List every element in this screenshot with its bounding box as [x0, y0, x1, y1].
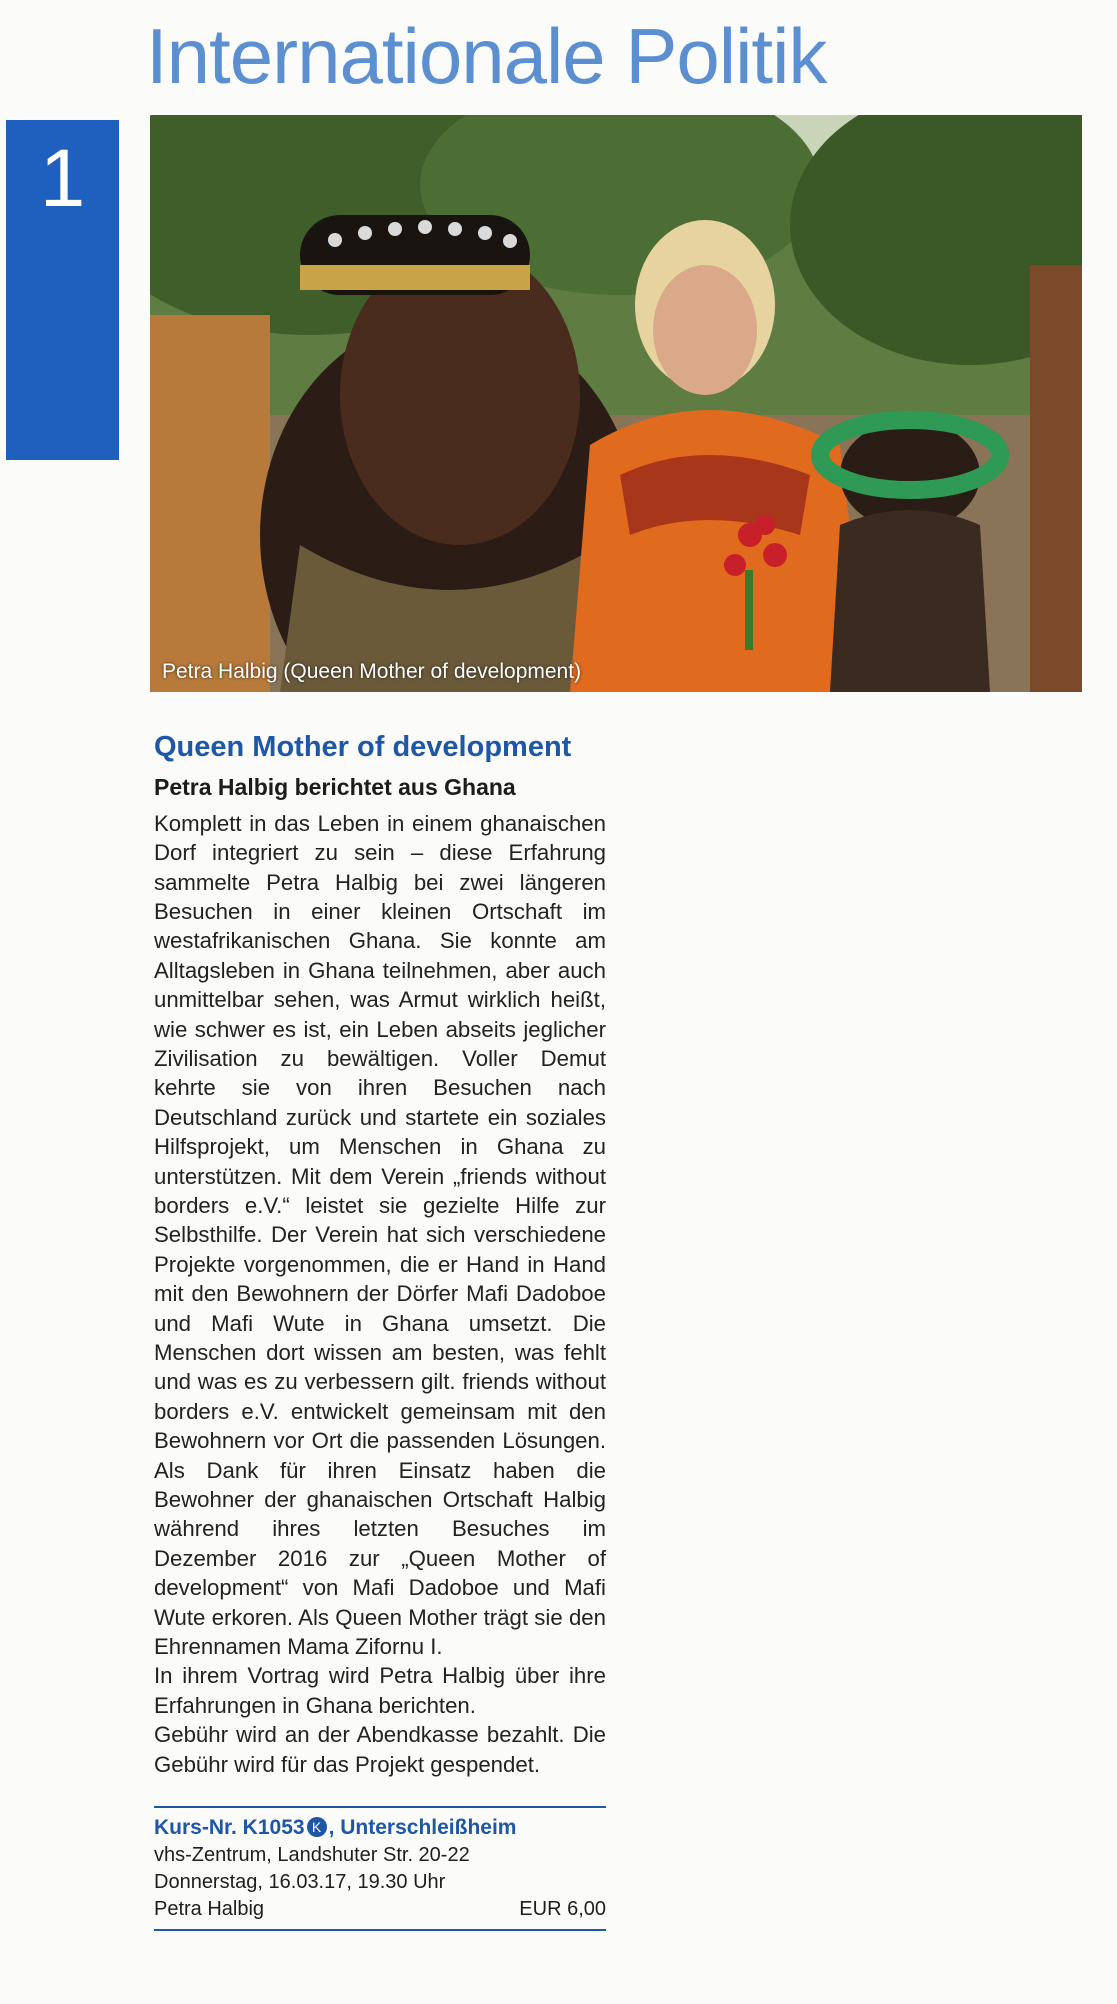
course-fee: EUR 6,00 — [519, 1898, 606, 1920]
photo-illustration — [150, 115, 1082, 692]
article-photo — [150, 115, 1082, 692]
photo-caption: Petra Halbig (Queen Mother of development) — [162, 660, 582, 683]
section-title: Internationale Politik — [146, 12, 827, 100]
chapter-number: 1 — [39, 133, 86, 224]
article-paragraph: Gebühr wird an der Abendkasse bezahlt. Die Gebühr wird für das Projekt gespendet. — [154, 1722, 606, 1777]
article-paragraph: Komplett in das Leben in einem ghanaischen Dorf integriert zu sein – diese Erfahrung sammelte Petra Halbig bei zwei längeren Besuchen in einer kleinen Ortschaft im westafrikanischen Ghana. Sie konnte am Alltagsleben in Ghana teilnehmen, aber auch unmittelbar sehen, was Armut wirklich heißt, wie schwer es ist, ein Leben abseits jeglicher Zivilisation zu bewältigen. Voller Demut kehrte sie von ihren Besuchen nach Deutschland zurück und startete ein soziales Hilfsprojekt, um Menschen in Ghana zu unterstützen. Mit dem Verein „friends without borders e.V.“ leistet sie gezielte Hilfe zur Selbsthilfe. Der Verein hat sich verschiedene Projekte vorgenommen, die er Hand in Hand mit den Bewohnern der Dörfer Mafi Dadoboe und Mafi Wute in Ghana umsetzt. Die Menschen dort wissen am besten, was fehlt und was es zu verbessern gilt. friends without borders e.V. entwickelt gemeinsam mit den Bewohnern vor Ort die passenden Lösungen. Als Dank für ihren Einsatz haben die Bewohner der ghanaischen Ortschaft Halbig während ihres letzten Besuches im Dezember 2016 zur „Queen Mother of development“ von Mafi Dadoboe und Mafi Wute erkoren. Als Queen Mother trägt sie den Ehrennamen Mama Zifornu I. — [154, 810, 606, 1660]
course-location: , Unterschleißheim — [328, 1816, 517, 1839]
course-k-badge: K — [307, 1817, 327, 1837]
course-lecturer: Petra Halbig — [154, 1898, 265, 1920]
course-lecturer-fee-row — [154, 1896, 606, 1923]
course-datetime: Donnerstag, 16.03.17, 19.30 Uhr — [154, 1871, 446, 1893]
article-body — [154, 809, 606, 1779]
course-info — [154, 1806, 606, 1931]
article-title: Queen Mother of development — [154, 731, 572, 763]
chapter-marker — [6, 120, 119, 460]
article-paragraph: In ihrem Vortrag wird Petra Halbig über ihre Erfahrungen in Ghana berichten. — [154, 1663, 606, 1718]
course-venue: vhs-Zentrum, Landshuter Str. 20-22 — [154, 1844, 470, 1866]
course-number-line — [154, 1814, 606, 1842]
article-subtitle: Petra Halbig berichtet aus Ghana — [154, 773, 516, 800]
course-number: Kurs-Nr. K1053 — [154, 1816, 305, 1839]
article — [154, 730, 606, 1779]
